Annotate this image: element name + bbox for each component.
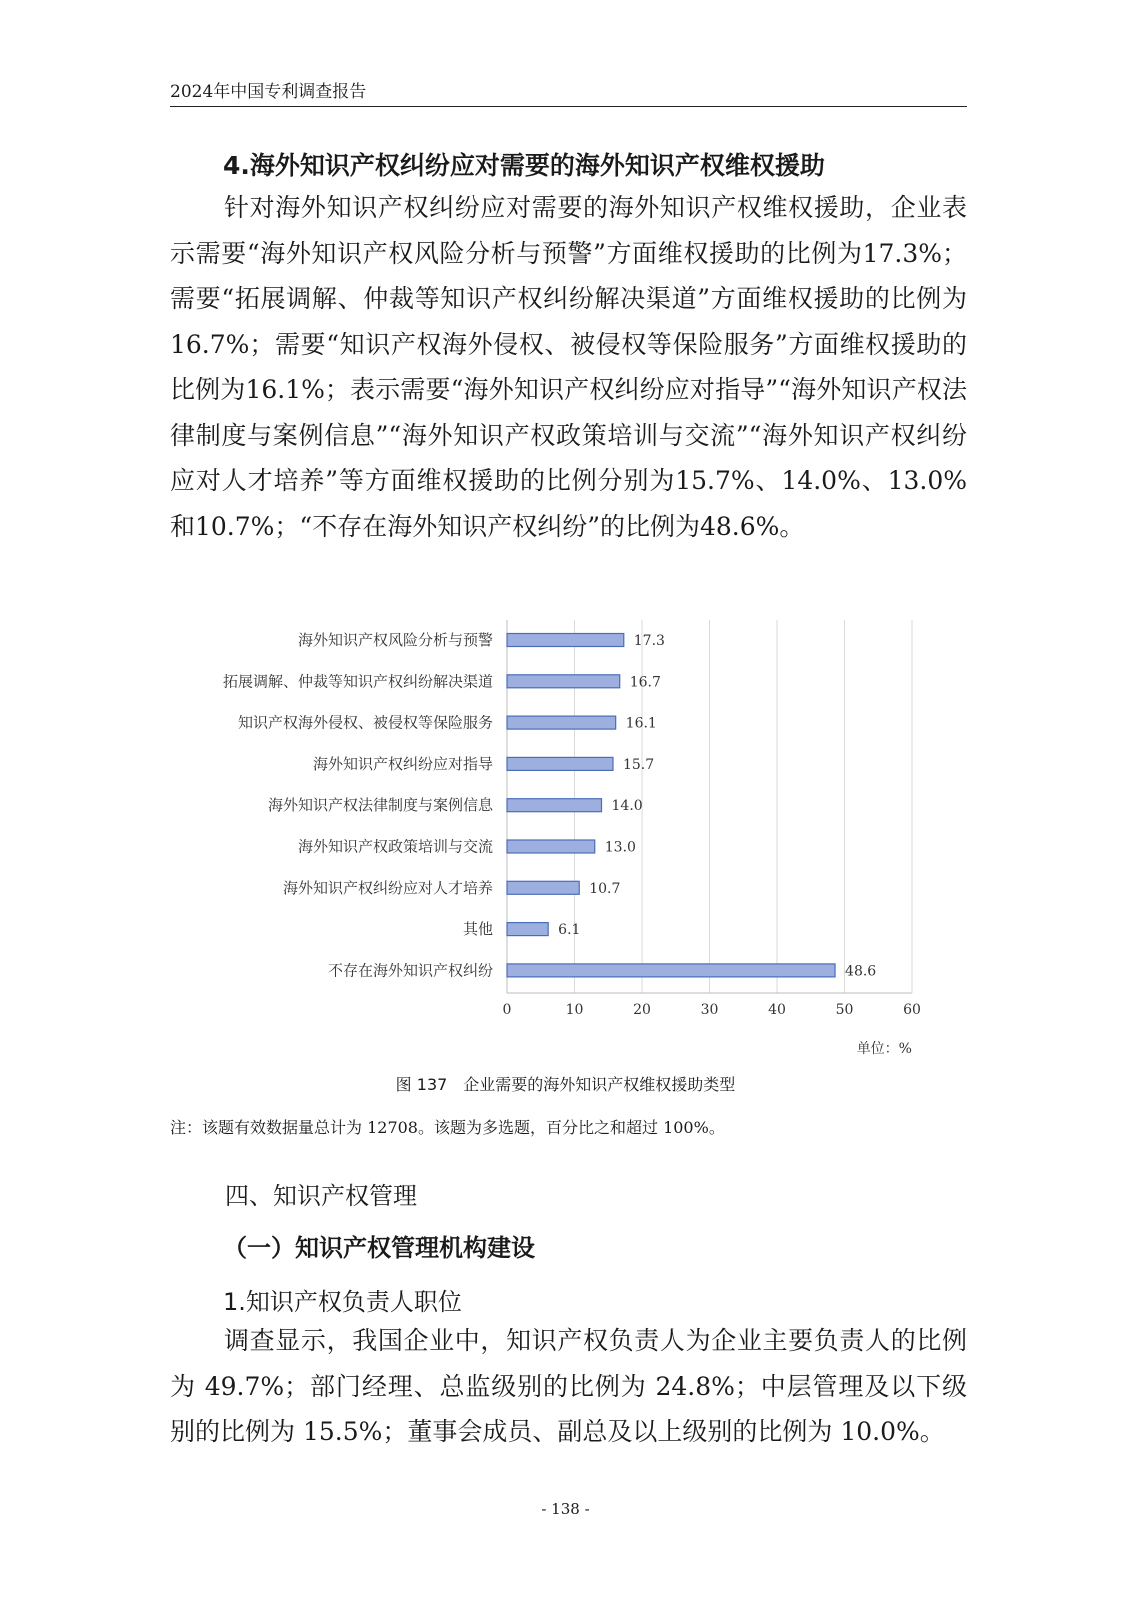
- value-label: 10.7: [589, 880, 621, 897]
- value-label: 16.1: [625, 715, 657, 732]
- category-label: 不存在海外知识产权纠纷: [327, 961, 493, 980]
- subsubheading-ip-head-position: 1.知识产权负责人职位: [223, 1288, 462, 1316]
- section-heading-overseas-assistance: 4.海外知识产权纠纷应对需要的海外知识产权维权援助: [223, 151, 825, 180]
- category-label: 海外知识产权政策培训与交流: [297, 837, 493, 856]
- bar: [507, 634, 624, 647]
- ip-head-position-paragraph: 调查显示，我国企业中，知识产权负责人为企业主要负责人的比例为 49.7%；部门经理、总监级别的比例为 24.8%；中层管理及以下级别的比例为 15.5%；董事会成员、副总及以上级别的比例为 10.0%。: [170, 1326, 967, 1446]
- bar: [507, 757, 613, 770]
- value-label: 17.3: [633, 633, 665, 649]
- category-label: 海外知识产权风险分析与预警: [297, 631, 493, 649]
- category-label: 拓展调解、仲裁等知识产权纠纷解决渠道: [222, 672, 493, 691]
- bar: [507, 675, 620, 688]
- bar: [507, 964, 835, 977]
- category-label: 知识产权海外侵权、被侵权等保险服务: [237, 713, 493, 732]
- category-label: 海外知识产权纠纷应对指导: [312, 754, 493, 773]
- value-label: 15.7: [622, 756, 655, 773]
- overseas-assistance-paragraph: 针对海外知识产权纠纷应对需要的海外知识产权维权援助，企业表示需要“海外知识产权风险分析与预警”方面维权援助的比例为17.3%；需要“拓展调解、仲裁等知识产权纠纷解决渠道”方面维权援助的比例为 16.7%；需要“知识产权海外侵权、被侵权等保险服务”方面维权援助的比例为16.1%；表示需要“海外知识产权纠纷应对指导”“海外知识产权法律制度与案例信息”“海外知识产权政策培训与交流”“海外知识产权纠纷应对人才培养”等方面维权援助的比例分别为15.7%、14.0%、13.0%和10.7%；“不存在海外知识产权纠纷”的比例为48.6%。: [170, 193, 967, 541]
- x-tick-label: 60: [903, 1002, 921, 1018]
- value-label: 48.6: [845, 963, 877, 980]
- x-tick-label: 40: [768, 1002, 786, 1018]
- bar: [507, 716, 616, 729]
- chart-unit-label: 单位：%: [856, 1041, 912, 1057]
- chapter-heading-ip-management: 四、知识产权管理: [225, 1182, 417, 1210]
- value-label: 14.0: [611, 798, 643, 815]
- figure-note: 注：该题有效数据量总计为 12708。该题为多选题，百分比之和超过 100%。: [170, 1118, 725, 1137]
- subheading-ip-org: （一）知识产权管理机构建设: [223, 1233, 535, 1262]
- x-tick-label: 10: [565, 1002, 584, 1018]
- x-tick-label: 0: [502, 1002, 512, 1018]
- value-label: 16.7: [629, 674, 661, 691]
- bar: [507, 840, 595, 853]
- bar: [507, 923, 548, 936]
- figure-caption: 图 137 企业需要的海外知识产权维权援助类型: [395, 1075, 736, 1094]
- x-tick-label: 20: [633, 1002, 651, 1018]
- category-label: 其他: [462, 920, 493, 939]
- category-label: 海外知识产权法律制度与案例信息: [267, 796, 493, 815]
- page-header: 2024年中国专利调查报告: [170, 80, 967, 107]
- value-label: 13.0: [604, 839, 636, 856]
- bar: [507, 799, 602, 812]
- value-label: 6.1: [558, 922, 581, 939]
- page-number: - 138 -: [541, 1500, 590, 1518]
- x-tick-label: 30: [700, 1002, 719, 1018]
- x-tick-label: 50: [835, 1002, 854, 1018]
- bar: [507, 881, 579, 894]
- category-label: 海外知识产权纠纷应对人才培养: [282, 878, 493, 897]
